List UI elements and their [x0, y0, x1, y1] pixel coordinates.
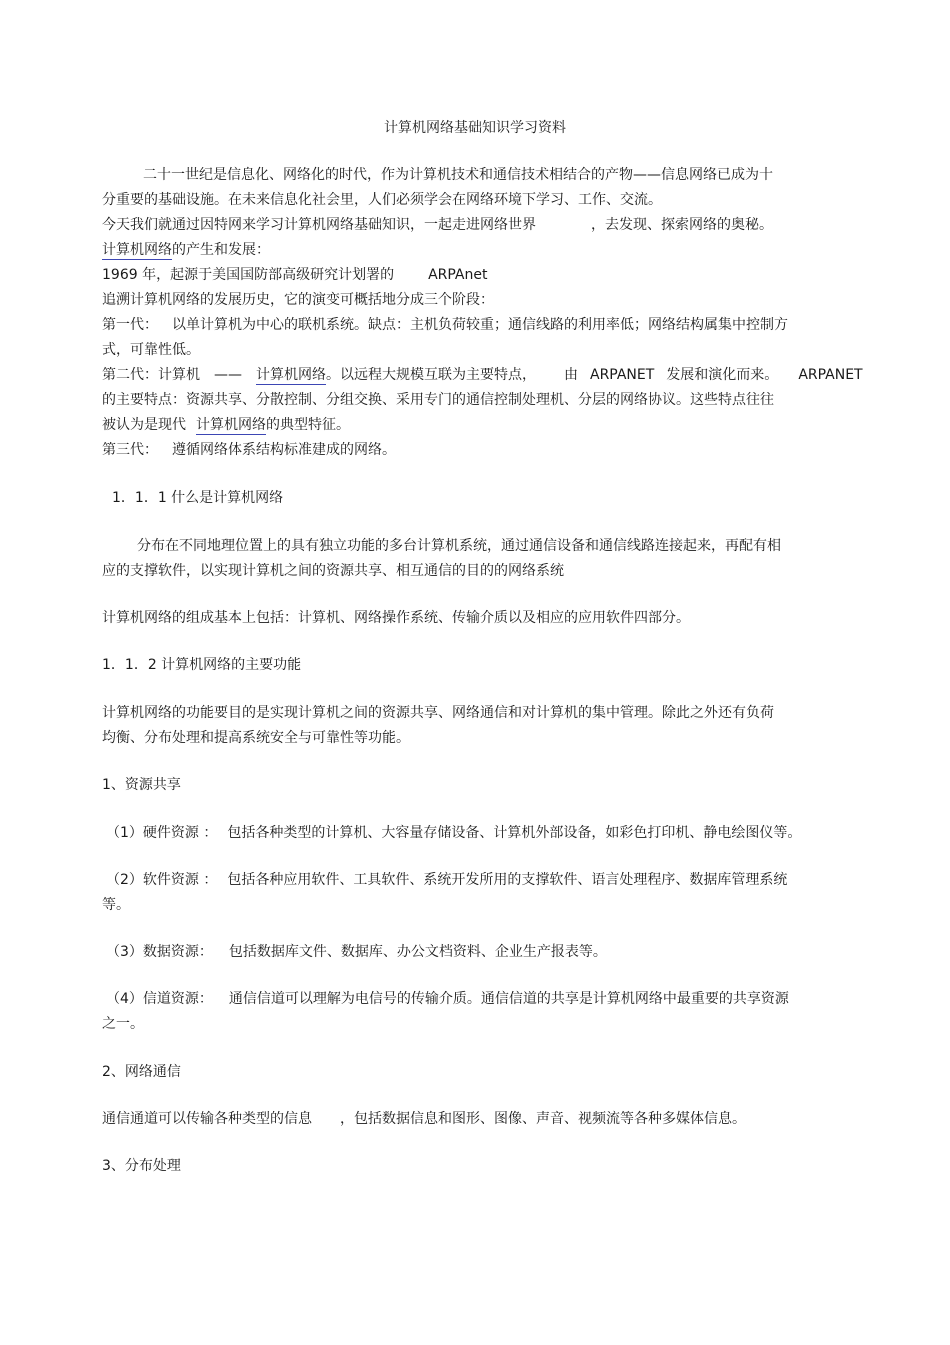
communication-a: 通信通道可以传输各种类型的信息 [102, 1111, 312, 1127]
arpanet-term: ARPAnet [428, 267, 488, 283]
intro-line-3 [102, 216, 773, 234]
definition-line-2: 应的支撑软件，以实现计算机之间的资源共享、相互通信的目的的网络系统 [102, 563, 564, 579]
gen2-line-3 [102, 416, 350, 434]
software-text: 包括各种应用软件、工具软件、系统开发所用的支撑软件、语言处理程序、数据库管理系统 [227, 872, 788, 888]
channel-resources-line-2: 之一。 [102, 1016, 144, 1032]
year-line [102, 266, 487, 284]
function-line-2: 均衡、分布处理和提高系统安全与可靠性等功能。 [102, 730, 410, 746]
gen3-text: 遵循网络体系结构标准建成的网络。 [172, 442, 396, 458]
heading-network-communication: 2、网络通信 [102, 1064, 181, 1080]
hardware-text: 包括各种类型的计算机、大容量存储设备、计算机外部设备，如彩色打印机、静电绘图仪等。 [227, 825, 802, 841]
gen2-evolved: 发展和演化而来。 [666, 367, 779, 383]
section-1-1-1-heading: 1．1．1 什么是计算机网络 [112, 490, 284, 506]
communication-b: ，包括数据信息和图形、图像、声音、视频流等各种多媒体信息。 [340, 1111, 746, 1127]
gen3-label: 第三代： [102, 442, 158, 458]
gen3-line [102, 441, 396, 459]
year-line-a: 1969 年，起源于美国国防部高级研究计划署的 [102, 267, 395, 283]
gen2-line-3-a: 被认为是现代 [102, 417, 186, 433]
communication-line [102, 1110, 746, 1128]
intro-line-1: 二十一世纪是信息化、网络化的时代，作为计算机技术和通信技术相结合的产物——信息网络已成为十 [143, 167, 773, 183]
software-resources-line-1 [106, 871, 787, 889]
hardware-resources-line [106, 824, 801, 842]
software-resources-line-2: 等。 [102, 897, 130, 913]
hardware-label: （1）硬件资源 ： [106, 825, 218, 841]
definition-line-1: 分布在不同地理位置上的具有独立功能的多台计算机系统，通过通信设备和通信线路连接起来，再配有相 [137, 538, 781, 554]
trace-line: 追溯计算机网络的发展历史，它的演变可概括地分成三个阶段： [102, 292, 494, 308]
gen1-line-1 [102, 316, 788, 334]
channel-label: （4）信道资源： [106, 991, 213, 1007]
software-label: （2）软件资源 ： [106, 872, 218, 888]
data-label: （3）数据资源： [106, 944, 213, 960]
function-line-1: 计算机网络的功能要目的是实现计算机之间的资源共享、网络通信和对计算机的集中管理。除此之外还有负荷 [102, 705, 774, 721]
gen2-line-1 [102, 366, 863, 384]
section-1-1-2-heading: 1．1．2 计算机网络的主要功能 [102, 657, 302, 673]
channel-resources-line-1 [106, 990, 789, 1008]
data-resources-line [106, 943, 607, 961]
intro-line-3-a: 今天我们就通过因特网来学习计算机网络基础知识，一起走进网络世界 [102, 217, 536, 233]
gen2-line-3-b: 的典型特征。 [266, 417, 350, 433]
heading-resource-sharing: 1、资源共享 [102, 777, 181, 793]
history-heading [102, 241, 270, 259]
document-title: 计算机网络基础知识学习资料 [384, 120, 566, 136]
composition-line: 计算机网络的组成基本上包括：计算机、网络操作系统、传输介质以及相应的应用软件四部分。 [102, 610, 690, 626]
gen1-label: 第一代： [102, 317, 158, 333]
computer-network-link[interactable]: 计算机网络 [102, 242, 172, 258]
gen2-arpanet-1: ARPANET [590, 367, 655, 383]
gen2-line-2: 的主要特点：资源共享、分散控制、分组交换、采用专门的通信控制处理机、分层的网络协议。这些特点往往 [102, 392, 774, 408]
gen2-label: 第二代：计算机 [102, 367, 200, 383]
computer-network-link-3[interactable]: 计算机网络 [196, 417, 266, 433]
computer-network-link-2[interactable]: 计算机网络 [256, 367, 326, 383]
gen2-dash: —— [214, 367, 242, 383]
intro-line-3-b: ，去发现、探索网络的奥秘。 [591, 217, 773, 233]
gen1-line-2: 式，可靠性低。 [102, 342, 200, 358]
history-heading-tail: 的产生和发展： [172, 242, 270, 258]
intro-line-2: 分重要的基础设施。在未来信息化社会里，人们必须学会在网络环境下学习、工作、交流。 [102, 192, 662, 208]
channel-text: 通信信道可以理解为电信号的传输介质。通信信道的共享是计算机网络中最重要的共享资源 [228, 991, 789, 1007]
gen2-arpanet-2: ARPANET [798, 367, 863, 383]
data-text: 包括数据库文件、数据库、办公文档资料、企业生产报表等。 [228, 944, 607, 960]
gen1-text: 以单计算机为中心的联机系统。缺点：主机负荷较重；通信线路的利用率低；网络结构属集中控制方 [172, 317, 788, 333]
heading-distributed-processing: 3、分布处理 [102, 1158, 181, 1174]
gen2-text: 。以远程大规模互联为主要特点， [326, 367, 536, 383]
gen2-by: 由 [564, 367, 578, 383]
